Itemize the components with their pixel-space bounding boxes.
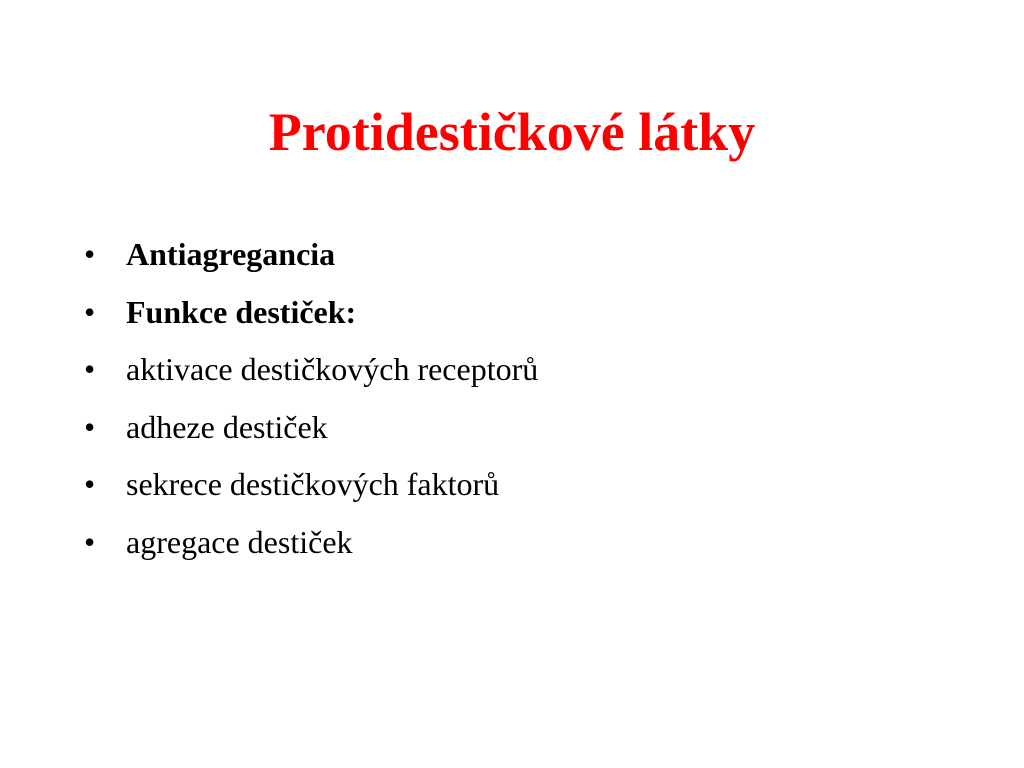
bullet-icon: • xyxy=(84,236,96,272)
bullet-text: adheze destiček xyxy=(126,408,328,445)
bullet-item xyxy=(84,284,538,342)
bullet-icon: • xyxy=(84,408,96,445)
bullet-text: agregace destiček xyxy=(126,523,353,560)
bullet-text: Antiagregancia xyxy=(126,236,336,272)
slide-title: Protidestičkové látky xyxy=(268,102,756,162)
bullet-icon: • xyxy=(84,523,96,560)
bullet-item xyxy=(84,341,538,399)
bullet-item xyxy=(84,456,538,514)
bullet-item xyxy=(84,514,538,572)
bullet-text: aktivace destičkových receptorů xyxy=(126,351,539,387)
bullet-item xyxy=(84,399,538,457)
bullet-icon: • xyxy=(84,466,96,502)
bullet-item xyxy=(84,226,538,284)
bullet-text: Funkce destiček: xyxy=(126,293,357,330)
bullet-icon: • xyxy=(84,351,96,387)
bullet-icon: • xyxy=(84,293,96,330)
bullet-text: sekrece destičkových faktorů xyxy=(126,466,500,502)
bullet-list xyxy=(84,226,538,571)
